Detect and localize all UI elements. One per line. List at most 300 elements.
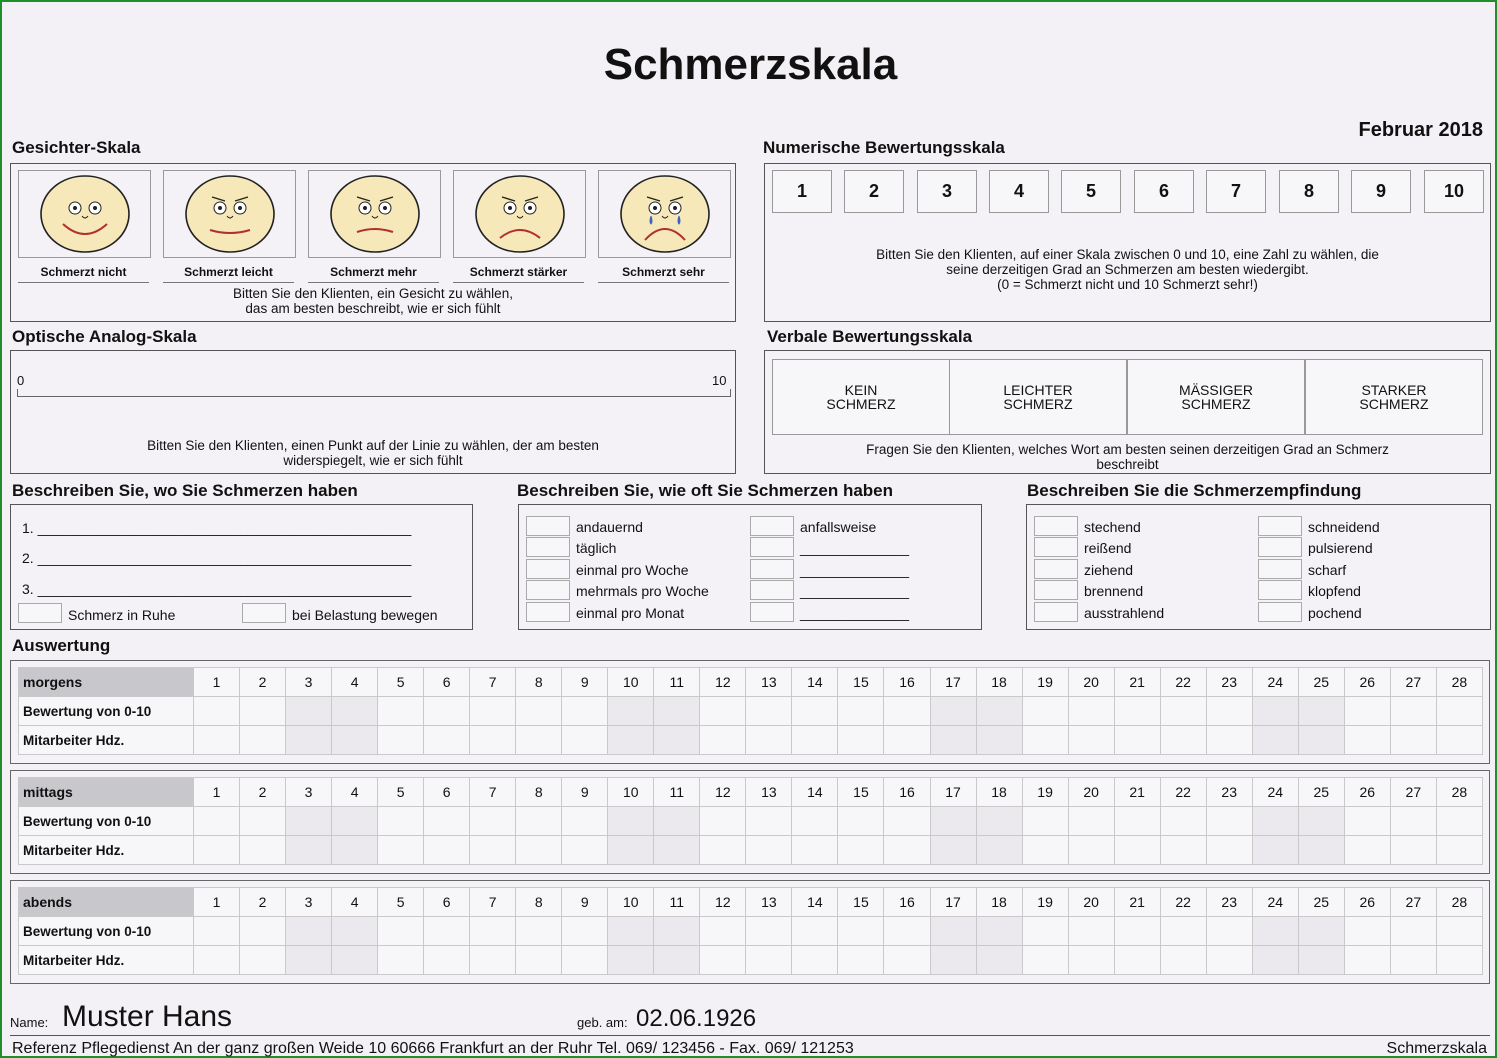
entry-cell[interactable]	[194, 726, 240, 755]
rating-row	[19, 697, 1483, 726]
entry-cell[interactable]	[1252, 946, 1298, 975]
entry-cell[interactable]	[562, 836, 608, 865]
entry-cell[interactable]	[1114, 726, 1160, 755]
entry-cell[interactable]	[516, 697, 562, 726]
entry-cell[interactable]	[792, 807, 838, 836]
entry-cell[interactable]	[1206, 836, 1252, 865]
entry-cell[interactable]	[1114, 836, 1160, 865]
entry-cell[interactable]	[1160, 946, 1206, 975]
entry-cell[interactable]	[1160, 807, 1206, 836]
day-header-cell: 2	[240, 778, 286, 807]
entry-cell[interactable]	[1390, 726, 1436, 755]
entry-cell[interactable]	[1298, 807, 1344, 836]
entry-cell[interactable]	[286, 946, 332, 975]
entry-cell[interactable]	[1206, 726, 1252, 755]
load-checkbox[interactable]	[242, 603, 286, 623]
numeric-option-10[interactable]: 10	[1424, 170, 1484, 213]
entry-cell[interactable]	[838, 836, 884, 865]
analog-scale-line[interactable]	[17, 389, 731, 397]
day-header-cell: 15	[838, 668, 884, 697]
page-title: Schmerzskala	[603, 40, 898, 89]
frequency-right-checkbox-3[interactable]	[750, 559, 794, 579]
entry-cell[interactable]	[746, 726, 792, 755]
numeric-option-8[interactable]: 8	[1279, 170, 1339, 213]
frequency-heading: Beschreiben Sie, wie oft Sie Schmerzen haben	[517, 481, 894, 500]
entry-cell[interactable]	[1068, 807, 1114, 836]
day-header-cell: 8	[516, 888, 562, 917]
entry-cell[interactable]	[562, 917, 608, 946]
entry-cell[interactable]	[1022, 946, 1068, 975]
location-line-3[interactable]: 3. ________________________________________________	[22, 581, 412, 597]
entry-cell[interactable]	[976, 946, 1022, 975]
day-header-cell: 18	[976, 668, 1022, 697]
numeric-instruction-line-3: (0 = Schmerzt nicht und 10 Schmerzt sehr!)	[997, 277, 1258, 292]
entry-cell[interactable]	[1252, 836, 1298, 865]
entry-cell[interactable]	[240, 807, 286, 836]
entry-cell[interactable]	[1298, 946, 1344, 975]
entry-cell[interactable]	[286, 726, 332, 755]
entry-cell[interactable]	[240, 946, 286, 975]
entry-cell[interactable]	[1344, 726, 1390, 755]
entry-cell[interactable]	[930, 836, 976, 865]
entry-cell[interactable]	[1298, 726, 1344, 755]
rating-row-label: Bewertung von 0-10	[19, 697, 194, 726]
face-card-4[interactable]	[453, 170, 586, 258]
entry-cell[interactable]	[332, 917, 378, 946]
entry-cell[interactable]	[286, 697, 332, 726]
sensation-right-checkbox-4[interactable]	[1258, 580, 1302, 600]
entry-cell[interactable]	[884, 807, 930, 836]
entry-cell[interactable]	[930, 946, 976, 975]
evaluation-grid-abends	[10, 880, 1490, 984]
sensation-right-checkbox-3[interactable]	[1258, 559, 1302, 579]
frequency-right-label-4: ______________	[800, 583, 910, 599]
day-header-cell: 19	[1022, 778, 1068, 807]
day-header-cell: 15	[838, 888, 884, 917]
entry-cell[interactable]	[608, 917, 654, 946]
entry-cell[interactable]	[470, 946, 516, 975]
entry-cell[interactable]	[884, 917, 930, 946]
frequency-left-checkbox-2[interactable]	[526, 537, 570, 557]
entry-cell[interactable]	[884, 946, 930, 975]
entry-cell[interactable]	[562, 807, 608, 836]
entry-cell[interactable]	[194, 946, 240, 975]
entry-cell[interactable]	[654, 807, 700, 836]
entry-cell[interactable]	[884, 836, 930, 865]
entry-cell[interactable]	[1390, 836, 1436, 865]
entry-cell[interactable]	[516, 917, 562, 946]
faces-instruction-line-1: Bitten Sie den Klienten, ein Gesicht zu wählen,	[233, 286, 513, 301]
frequency-right-label-1: anfallsweise	[800, 519, 877, 535]
verbal-option-line-1: KEIN	[844, 382, 878, 398]
day-header-cell: 13	[746, 668, 792, 697]
faces-heading: Gesichter-Skala	[12, 138, 141, 157]
entry-cell[interactable]	[838, 726, 884, 755]
entry-cell[interactable]	[1160, 697, 1206, 726]
face-card-5[interactable]	[598, 170, 731, 258]
staff-row-label: Mitarbeiter Hdz.	[19, 946, 194, 975]
day-header-cell: 23	[1206, 888, 1252, 917]
frequency-right-checkbox-1[interactable]	[750, 516, 794, 536]
entry-cell[interactable]	[1022, 807, 1068, 836]
footer-doc-name: Schmerzskala	[1386, 1040, 1487, 1057]
entry-cell[interactable]	[930, 807, 976, 836]
day-header-cell: 21	[1114, 888, 1160, 917]
day-header-cell: 20	[1068, 778, 1114, 807]
entry-cell[interactable]	[194, 836, 240, 865]
entry-cell[interactable]	[378, 836, 424, 865]
entry-cell[interactable]	[1068, 836, 1114, 865]
sensation-right-label-5: pochend	[1308, 605, 1362, 621]
entry-cell[interactable]	[976, 726, 1022, 755]
load-label: bei Belastung bewegen	[292, 607, 438, 623]
entry-cell[interactable]	[838, 946, 884, 975]
entry-cell[interactable]	[746, 946, 792, 975]
entry-cell[interactable]	[1344, 917, 1390, 946]
entry-cell[interactable]	[654, 917, 700, 946]
day-header-row	[19, 888, 1483, 917]
day-header-cell: 6	[424, 888, 470, 917]
day-header-cell: 26	[1344, 888, 1390, 917]
frequency-right-checkbox-2[interactable]	[750, 537, 794, 557]
entry-cell[interactable]	[562, 697, 608, 726]
entry-cell[interactable]	[1344, 697, 1390, 726]
day-header-cell: 24	[1252, 888, 1298, 917]
verbal-instruction-line-1: Fragen Sie den Klienten, welches Wort am besten seinen derzeitigen Grad an Schmerz	[866, 442, 1389, 457]
entry-cell[interactable]	[332, 807, 378, 836]
entry-cell[interactable]	[470, 917, 516, 946]
frequency-left-checkbox-5[interactable]	[526, 602, 570, 622]
entry-cell[interactable]	[332, 726, 378, 755]
entry-cell[interactable]	[424, 807, 470, 836]
frequency-left-checkbox-1[interactable]	[526, 516, 570, 536]
sensation-left-label-5: ausstrahlend	[1084, 605, 1165, 621]
numeric-option-2[interactable]: 2	[844, 170, 904, 213]
entry-cell[interactable]	[1344, 946, 1390, 975]
numeric-heading: Numerische Bewertungsskala	[763, 138, 1005, 157]
day-header-cell: 17	[930, 888, 976, 917]
entry-cell[interactable]	[930, 697, 976, 726]
day-header-cell: 4	[332, 888, 378, 917]
entry-cell[interactable]	[516, 836, 562, 865]
day-header-cell: 5	[378, 888, 424, 917]
entry-cell[interactable]	[792, 726, 838, 755]
entry-cell[interactable]	[838, 807, 884, 836]
entry-cell[interactable]	[1068, 697, 1114, 726]
entry-cell[interactable]	[1022, 726, 1068, 755]
day-header-cell: 7	[470, 778, 516, 807]
entry-cell[interactable]	[1160, 836, 1206, 865]
frequency-left-label-4: mehrmals pro Woche	[576, 583, 709, 599]
entry-cell[interactable]	[424, 836, 470, 865]
entry-cell[interactable]	[1436, 726, 1482, 755]
entry-cell[interactable]	[1344, 836, 1390, 865]
entry-cell[interactable]	[884, 726, 930, 755]
dob-value[interactable]: 02.06.1926	[636, 1005, 757, 1032]
entry-cell[interactable]	[1436, 807, 1482, 836]
entry-cell[interactable]	[608, 807, 654, 836]
entry-cell[interactable]	[1252, 697, 1298, 726]
day-header-row	[19, 778, 1483, 807]
entry-cell[interactable]	[332, 836, 378, 865]
entry-cell[interactable]	[286, 807, 332, 836]
entry-cell[interactable]	[424, 917, 470, 946]
day-header-cell: 15	[838, 778, 884, 807]
entry-cell[interactable]	[746, 697, 792, 726]
entry-cell[interactable]	[378, 726, 424, 755]
entry-cell[interactable]	[378, 807, 424, 836]
entry-cell[interactable]	[194, 917, 240, 946]
entry-cell[interactable]	[240, 726, 286, 755]
entry-cell[interactable]	[1298, 836, 1344, 865]
numeric-option-1[interactable]: 1	[772, 170, 832, 213]
staff-row	[19, 726, 1483, 755]
entry-cell[interactable]	[700, 697, 746, 726]
verbal-option-1[interactable]	[772, 359, 950, 435]
entry-cell[interactable]	[838, 917, 884, 946]
entry-cell[interactable]	[700, 726, 746, 755]
location-line-1[interactable]: 1. ________________________________________________	[22, 520, 412, 536]
day-header-cell: 23	[1206, 778, 1252, 807]
entry-cell[interactable]	[1436, 917, 1482, 946]
entry-cell[interactable]	[1206, 917, 1252, 946]
entry-cell[interactable]	[700, 946, 746, 975]
entry-cell[interactable]	[884, 697, 930, 726]
day-header-cell: 4	[332, 778, 378, 807]
sensation-right-checkbox-1[interactable]	[1258, 516, 1302, 536]
sensation-left-checkbox-2[interactable]	[1034, 537, 1078, 557]
entry-cell[interactable]	[1206, 946, 1252, 975]
entry-cell[interactable]	[746, 836, 792, 865]
analog-min-label: 0	[17, 373, 25, 388]
entry-cell[interactable]	[194, 697, 240, 726]
entry-cell[interactable]	[1252, 917, 1298, 946]
entry-cell[interactable]	[194, 807, 240, 836]
entry-cell[interactable]	[562, 726, 608, 755]
face-card-1[interactable]	[18, 170, 151, 258]
entry-cell[interactable]	[1022, 917, 1068, 946]
face-label-3: Schmerzt mehr	[308, 259, 439, 283]
entry-cell[interactable]	[1114, 946, 1160, 975]
entry-cell[interactable]	[838, 697, 884, 726]
entry-cell[interactable]	[1436, 697, 1482, 726]
crying-face-icon	[617, 173, 713, 255]
entry-cell[interactable]	[1298, 917, 1344, 946]
entry-cell[interactable]	[240, 697, 286, 726]
entry-cell[interactable]	[1160, 726, 1206, 755]
entry-cell[interactable]	[286, 917, 332, 946]
entry-cell[interactable]	[700, 836, 746, 865]
entry-cell[interactable]	[240, 836, 286, 865]
entry-cell[interactable]	[700, 917, 746, 946]
entry-cell[interactable]	[1390, 697, 1436, 726]
entry-cell[interactable]	[1390, 946, 1436, 975]
numeric-option-5[interactable]: 5	[1061, 170, 1121, 213]
entry-cell[interactable]	[332, 946, 378, 975]
numeric-option-6[interactable]: 6	[1134, 170, 1194, 213]
numeric-option-3[interactable]: 3	[917, 170, 977, 213]
day-header-cell: 12	[700, 778, 746, 807]
verbal-option-line-2: SCHMERZ	[1181, 396, 1251, 412]
entry-cell[interactable]	[1206, 697, 1252, 726]
entry-cell[interactable]	[792, 697, 838, 726]
entry-cell[interactable]	[608, 726, 654, 755]
evaluation-grid-morgens	[10, 660, 1490, 764]
face-card-3[interactable]	[308, 170, 441, 258]
entry-cell[interactable]	[792, 946, 838, 975]
entry-cell[interactable]	[700, 807, 746, 836]
numeric-instruction-line-2: seine derzeitigen Grad an Schmerzen am besten wiedergibt.	[946, 262, 1309, 277]
entry-cell[interactable]	[1114, 917, 1160, 946]
staff-row	[19, 946, 1483, 975]
sensation-left-checkbox-3[interactable]	[1034, 559, 1078, 579]
rating-row	[19, 807, 1483, 836]
entry-cell[interactable]	[1068, 946, 1114, 975]
entry-cell[interactable]	[746, 807, 792, 836]
entry-cell[interactable]	[654, 836, 700, 865]
sensation-right-label-1: schneidend	[1308, 519, 1380, 535]
entry-cell[interactable]	[976, 917, 1022, 946]
sensation-right-checkbox-2[interactable]	[1258, 537, 1302, 557]
frequency-right-checkbox-4[interactable]	[750, 580, 794, 600]
verbal-option-line-2: SCHMERZ	[826, 396, 896, 412]
sensation-left-checkbox-5[interactable]	[1034, 602, 1078, 622]
entry-cell[interactable]	[792, 917, 838, 946]
sensation-right-label-3: scharf	[1308, 562, 1347, 578]
entry-cell[interactable]	[746, 917, 792, 946]
day-header-row	[19, 668, 1483, 697]
entry-cell[interactable]	[1252, 726, 1298, 755]
day-header-cell: 8	[516, 778, 562, 807]
verbal-option-4[interactable]	[1305, 359, 1483, 435]
entry-cell[interactable]	[424, 946, 470, 975]
day-header-cell: 27	[1390, 888, 1436, 917]
entry-cell[interactable]	[562, 946, 608, 975]
evaluation-grid-mittags	[10, 770, 1490, 874]
entry-cell[interactable]	[1252, 807, 1298, 836]
entry-cell[interactable]	[1344, 807, 1390, 836]
entry-cell[interactable]	[1068, 917, 1114, 946]
rest-label: Schmerz in Ruhe	[68, 607, 176, 623]
entry-cell[interactable]	[792, 836, 838, 865]
day-header-cell: 9	[562, 888, 608, 917]
entry-cell[interactable]	[1206, 807, 1252, 836]
entry-cell[interactable]	[1022, 836, 1068, 865]
entry-cell[interactable]	[1390, 807, 1436, 836]
entry-cell[interactable]	[516, 807, 562, 836]
entry-cell[interactable]	[516, 946, 562, 975]
entry-cell[interactable]	[930, 917, 976, 946]
faces-instruction-line-2: das am besten beschreibt, wie er sich fühlt	[245, 301, 501, 316]
verbal-option-line-1: LEICHTER	[1003, 382, 1073, 398]
entry-cell[interactable]	[1298, 697, 1344, 726]
entry-cell[interactable]	[1436, 946, 1482, 975]
entry-cell[interactable]	[608, 836, 654, 865]
sensation-right-checkbox-5[interactable]	[1258, 602, 1302, 622]
entry-cell[interactable]	[286, 836, 332, 865]
name-value[interactable]: Muster Hans	[62, 1000, 233, 1033]
staff-row-label: Mitarbeiter Hdz.	[19, 836, 194, 865]
entry-cell[interactable]	[1114, 807, 1160, 836]
numeric-option-7[interactable]: 7	[1206, 170, 1266, 213]
entry-cell[interactable]	[378, 917, 424, 946]
frequency-left-checkbox-3[interactable]	[526, 559, 570, 579]
entry-cell[interactable]	[1022, 697, 1068, 726]
day-header-cell: 11	[654, 668, 700, 697]
entry-cell[interactable]	[424, 726, 470, 755]
day-header-cell: 24	[1252, 668, 1298, 697]
day-header-cell: 13	[746, 888, 792, 917]
numeric-option-9[interactable]: 9	[1351, 170, 1411, 213]
frequency-right-label-2: ______________	[800, 540, 910, 556]
day-header-cell: 22	[1160, 778, 1206, 807]
verbal-option-3[interactable]	[1127, 359, 1305, 435]
entry-cell[interactable]	[654, 697, 700, 726]
entry-cell[interactable]	[1436, 836, 1482, 865]
entry-cell[interactable]	[332, 697, 378, 726]
sensation-left-label-4: brennend	[1084, 583, 1144, 599]
entry-cell[interactable]	[1160, 917, 1206, 946]
entry-cell[interactable]	[930, 726, 976, 755]
day-header-cell: 22	[1160, 888, 1206, 917]
face-card-2[interactable]	[163, 170, 296, 258]
day-header-cell: 3	[286, 888, 332, 917]
rest-checkbox[interactable]	[18, 603, 62, 623]
entry-cell[interactable]	[654, 946, 700, 975]
day-header-cell: 2	[240, 888, 286, 917]
footer-address: Referenz Pflegedienst An der ganz großen Weide 10 60666 Frankfurt an der Ruhr Tel. 069/ 123456 - Fax. 069/ 121253	[12, 1040, 854, 1057]
location-heading: Beschreiben Sie, wo Sie Schmerzen haben	[12, 481, 358, 500]
entry-cell[interactable]	[976, 807, 1022, 836]
entry-cell[interactable]	[1068, 726, 1114, 755]
entry-cell[interactable]	[608, 697, 654, 726]
day-header-cell: 28	[1436, 888, 1482, 917]
sensation-left-checkbox-4[interactable]	[1034, 580, 1078, 600]
location-line-2[interactable]: 2. ________________________________________________	[22, 550, 412, 566]
entry-cell[interactable]	[654, 726, 700, 755]
entry-cell[interactable]	[976, 697, 1022, 726]
verbal-option-line-1: MÄSSIGER	[1179, 382, 1253, 398]
entry-cell[interactable]	[240, 917, 286, 946]
verbal-instruction	[764, 442, 1491, 472]
day-header-cell: 20	[1068, 888, 1114, 917]
entry-cell[interactable]	[976, 836, 1022, 865]
frequency-right-checkbox-5[interactable]	[750, 602, 794, 622]
entry-cell[interactable]	[470, 807, 516, 836]
day-header-cell: 12	[700, 888, 746, 917]
entry-cell[interactable]	[470, 836, 516, 865]
entry-cell[interactable]	[608, 946, 654, 975]
day-header-cell: 7	[470, 888, 516, 917]
entry-cell[interactable]	[378, 697, 424, 726]
numeric-option-4[interactable]: 4	[989, 170, 1049, 213]
day-header-cell: 18	[976, 888, 1022, 917]
entry-cell[interactable]	[1114, 697, 1160, 726]
frequency-left-label-3: einmal pro Woche	[576, 562, 689, 578]
day-header-cell: 7	[470, 668, 516, 697]
sensation-left-checkbox-1[interactable]	[1034, 516, 1078, 536]
verbal-option-2[interactable]	[949, 359, 1127, 435]
entry-cell[interactable]	[378, 946, 424, 975]
entry-cell[interactable]	[516, 726, 562, 755]
entry-cell[interactable]	[470, 726, 516, 755]
dob-label: geb. am:	[577, 1015, 628, 1030]
frequency-left-checkbox-4[interactable]	[526, 580, 570, 600]
entry-cell[interactable]	[1390, 917, 1436, 946]
faces-instruction	[10, 286, 736, 316]
entry-cell[interactable]	[424, 697, 470, 726]
entry-cell[interactable]	[470, 697, 516, 726]
